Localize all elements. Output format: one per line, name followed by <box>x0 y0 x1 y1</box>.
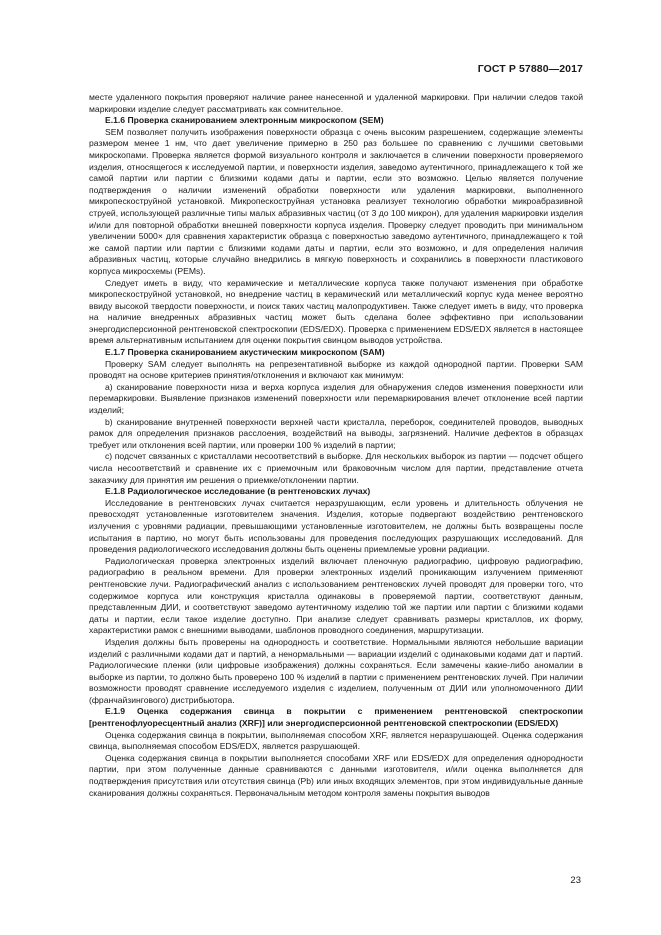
paragraph: Изделия должны быть проверены на однородность и соответствие. Нормальными являются небольшие вариации изделий с различными кодами дат и партий, а ненормальными — вариации изделий с одинаковыми кодами дат и партий. Радиологические пленки (или цифровые изображения) должны сохраняться. Если замечены какие-либо аномалии в выборке из партии, то должно быть проверено 100 % изделий в партии с применением рентгеновских лучей. При наличии возможности проводят сравнение исследуемого изделия с изделием, полученным от ДИИ или уполномоченного ДИИ (франчайзингового) дистрибьютора. <box>89 636 583 705</box>
paragraph: SEM позволяет получить изображения поверхности образца с очень высоким разрешением, содержащие элементы размером менее 1 нм, что дает увеличение примерно в 250 раз большее по сравнению с лучшими световыми микроскопами. Проверка является формой визуального контроля и заключается в сличении поверхности проверяемого изделия, относящегося к исследуемой партии, и поверхности изделия, заведомо аутентичного, принадлежащего к той же самой партии или партии с близкими кодами даты и партии, если это возможно. Целью является получение подтверждения о наличии изменений обработки поверхности или удаления маркировки, выполненного микропескоструйной установкой. Микропескоструйная установка реализует технологию обработки микроабразивной струей, использующей различные типы малых абразивных частиц (от 3 до 100 микрон), для удаления маркировки изделия и/или для повторной обработки внешней поверхности корпуса изделия. Проверку следует проводить при минимальном увеличении 5000× для сравнения характеристик образца с поверхностью заведомо аутентичного, принадлежащего к той же самой партии или партии с близкими кодами даты и партии, если это возможно, и для определения наличия абразивных частиц, которые случайно внедрились в мягкую поверхность и сохранились в поверхности пластикового корпуса микросхемы (PEMs). <box>89 126 583 276</box>
page-number: 23 <box>570 875 581 886</box>
section-heading: Е.1.9 Оценка содержания свинца в покрытии с применением рентгеновской спектроскопии [рентгенофлуоресцентный анализ (XRF)] или энергодисперсионной рентгеновской спектроскопии (EDS/EDX) <box>89 706 583 729</box>
section-heading: Е.1.6 Проверка сканированием электронным микроскопом (SEM) <box>105 115 384 126</box>
paragraph: Оценка содержания свинца в покрытии выполняется способами XRF или EDS/EDX для определения однородности партии, при этом полученные данные сравниваются с данными изготовителя, и/или оценка выполняется для подтверждения присутствия или отсутствия свинца (Pb) или иных входящих элементов, при этом индивидуальные данные сканирования должны сохраняться. Первоначальным методом контроля замены покрытия выводов <box>89 752 583 798</box>
page-body <box>89 92 583 799</box>
section-heading: Е.1.8 Радиологическое исследование (в рентгеновских лучах) <box>105 486 371 497</box>
paragraph: Исследование в рентгеновских лучах считается неразрушающим, если уровень и длительность облучения не превосходят установленные изготовителем значения. Изделия, которые подвергают воздействию рентгеновского излучения с уровнями радиации, превышающими установленные изготовителем, не должны быть возвращены после испытания в партию, но могут быть использованы для проведения последующих разрушающих исследований. Для проведения радиологического исследования должны быть оценены приемлемые уровни радиации. <box>89 497 583 555</box>
paragraph: а) сканирование поверхности низа и верха корпуса изделия для обнаружения следов изменения поверхности или перемаркировки. Выявление признаков изменений поверхности или перемаркирования влечет отклонение всей партии изделий; <box>89 381 583 416</box>
paragraph: месте удаленного покрытия проверяют наличие ранее нанесенной и удаленной маркировки. При наличии следов такой маркировки изделие следует рассматривать как сомнительное. <box>89 92 583 114</box>
paragraph: b) сканирование внутренней поверхности верхней части кристалла, переборок, соединителей проводов, выводных рамок для определения признаков расслоения, воздействий на выводы, загрязнений. Наличие дефектов в образцах требует или отклонения всей партии, или проверки 100 % изделий в партии; <box>89 416 583 450</box>
paragraph: Оценка содержания свинца в покрытии, выполняемая способом XRF, является неразрушающей. Оценка содержания свинца, выполняемая способом EDS/EDX, является разрушающей. <box>89 729 583 752</box>
paragraph: Радиологическая проверка электронных изделий включает пленочную радиографию, цифровую радиографию, радиографию в реальном времени. Для проверки электронных изделий проникающим излучением применяют рентгеновские лучи. Радиографический анализ с использованием рентгеновских лучей проводят для проверки того, что содержимое корпуса или конструкция кристалла одинаковы в проверяемой партии, соответствуют данным, представленным ДИИ, и соответствуют заведомо аутентичному изделию той же партии или партии с близкими кодами даты и партии, если такое изделие доступно. При анализе следует сравнивать размеры кристаллов, их форму, характеристики рамок с внешними выводами, шаблонов проводного соединения, маршрутизации. <box>89 555 583 636</box>
standard-designation: ГОСТ Р 57880—2017 <box>477 63 583 75</box>
paragraph: c) подсчет связанных с кристаллами несоответствий в выборке. Для нескольких выборок из партии — подсчет общего числа несоответствий и сравнение их с приемочным или браковочным числом для партии, представление отчета заказчику для принятия им решения о приемке/отклонении партии. <box>89 451 583 485</box>
paragraph: Проверку SAM следует выполнять на репрезентативной выборке из каждой однородной партии. Проверки SAM проводят на основе критериев принятия/отклонения и включают как минимум: <box>89 358 583 381</box>
section-heading: Е.1.7 Проверка сканированием акустическим микроскопом (SAM) <box>105 347 385 358</box>
paragraph: Следует иметь в виду, что керамические и металлические корпуса также получают изменения при обработке микропескоструйной установкой, но внедрение частиц в керамический или металлический корпус куда менее вероятно ввиду высокой твердости поверхности, и поиск таких частиц малопродуктивен. Также следует иметь в виду, что проверка на наличие внедренных абразивных частиц может быть сделана более эффективно при использовании энергодисперсионной рентгеновской спектроскопии (EDS/EDX). Проверка с применением EDS/EDX является в настоящее время альтернативным испытанием для оценки покрытия свинцом выводов устройства. <box>89 277 583 346</box>
